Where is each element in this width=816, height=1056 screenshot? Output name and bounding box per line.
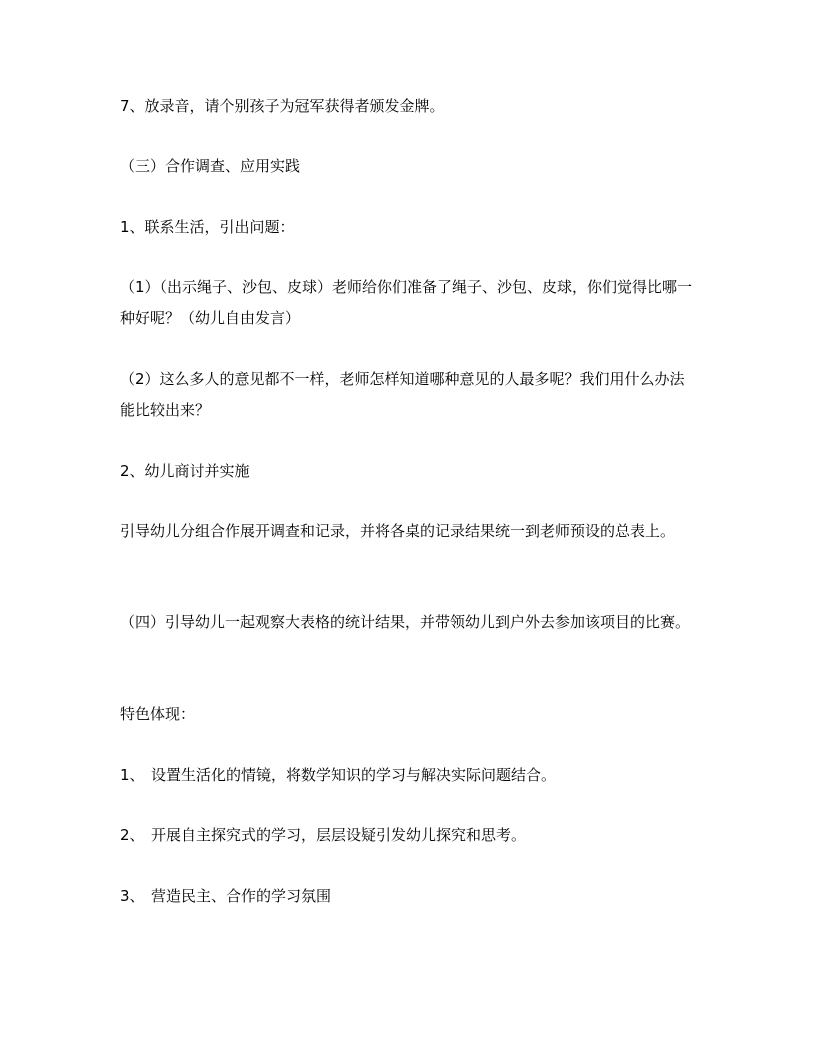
paragraph-children-discuss: 2、幼儿商讨并实施 [120,462,250,480]
section-heading-observe-results: （四）引导幼儿一起观察大表格的统计结果，并带领幼儿到户外去参加该项目的比赛。 [120,613,691,631]
paragraph-compare-opinions: （2）这么多人的意见都不一样，老师怎样知道哪种意见的人最多呢？我们用什么办法能比较出来？ [120,370,685,419]
paragraph-award-medal: 7、放录音，请个别孩子为冠军获得者颁发金牌。 [120,97,445,115]
paragraph-group-survey: 引导幼儿分组合作展开调查和记录，并将各桌的记录结果统一到老师预设的总表上。 [120,522,676,540]
list-text: 设置生活化的情镜，将数学知识的学习与解决实际问题结合。 [151,766,557,784]
list-text: 营造民主、合作的学习氛围 [151,887,332,905]
list-number: 2、 [120,826,145,844]
feature-list-item [120,820,526,851]
paragraph-connect-life: 1、联系生活，引出问题： [120,218,295,236]
list-text: 开展自主探究式的学习，层层设疑引发幼儿探究和思考。 [151,826,527,844]
feature-list-item [120,760,556,791]
section-heading-cooperative-survey: （三）合作调查、应用实践 [120,157,301,175]
list-number: 1、 [120,766,145,784]
paragraph-feature-heading: 特色体现： [120,705,196,723]
feature-list-item [120,881,331,912]
list-number: 3、 [120,887,145,905]
paragraph-show-materials: （1）（出示绳子、沙包、皮球）老师给你们准备了绳子、沙包、皮球，你们觉得比哪一种好呢？（幼儿自由发言） [120,278,693,327]
